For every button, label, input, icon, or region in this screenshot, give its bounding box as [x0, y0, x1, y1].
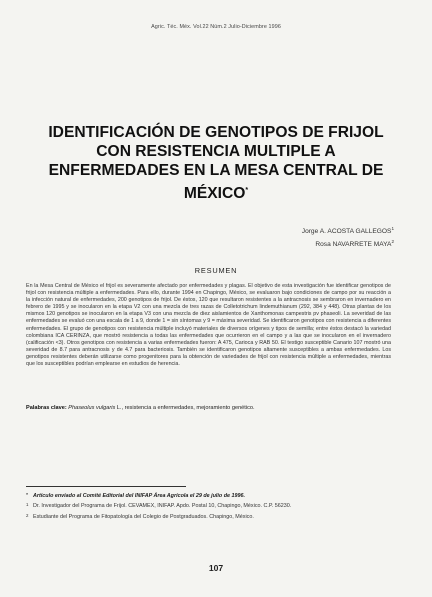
- article-title: [45, 123, 387, 203]
- keywords-label: Palabras clave: [26, 405, 65, 411]
- footnote-mark: *: [26, 492, 28, 497]
- author-1: [174, 224, 394, 237]
- keywords: [26, 405, 391, 412]
- footnotes: [26, 492, 376, 523]
- author-2: [174, 237, 394, 250]
- keywords-rest: L., resistencia a enfermedades, mejoramiento genético.: [115, 405, 255, 411]
- footnote-text: Dr. Investigador del Programa de Frijol. CEVAMEX, INIFAP. Apdo. Postal 10, Chapingo, México. C.P. 56230.: [33, 503, 292, 510]
- footnote-author-2: [26, 513, 376, 521]
- footnote-text: Estudiante del Programa de Fitopatología del Colegio de Postgraduados. Chapingo, México.: [33, 513, 254, 520]
- footnote-divider: [26, 486, 186, 487]
- author-affiliation-mark: 1: [391, 226, 394, 231]
- author-name: Rosa NAVARRETE MAYA: [315, 241, 392, 249]
- footnote-mark: 2: [26, 512, 29, 518]
- keywords-colon: :: [64, 405, 69, 411]
- title-footnote-mark: *: [245, 186, 249, 194]
- author-name: Jorge A. ACOSTA GALLEGOS: [301, 228, 392, 236]
- footnote-author-1: [26, 502, 376, 510]
- abstract-heading: RESUMEN: [194, 266, 238, 275]
- keywords-species: Phaseolus vulgaris: [68, 405, 116, 411]
- page-number: 107: [208, 563, 224, 573]
- author-list: [174, 224, 394, 250]
- abstract-body: En la Mesa Central de México el frijol es severamente afectado por enfermedades y plagas. El objetivo de esta investigación fue identificar genotipos de frijol con resistencia múltiple a enfermedades. Para ello, durante 1994 en Chapingo, México, se evaluaron bajo condiciones de campo por su reacción a la infección natural de enfermedades, 200 genotipos de frijol. De éstos, 120 que resultaron resistentes a la antracnosis se sembraron en invernadero en febrero de 1995 y se inocularon en la etapa V2 con una mezcla de tres razas de Colletotrichum lindemuthianum (292, 384 y 448). Otras plantas de los mismos 120 genotipos se inocularon en la etapa V3 con una mezcla de diez aislamientos de Xanthomonas campestris pv phaseoli. La severidad de las enfermedades se evaluó con una escala de 1 a 9, donde 1 = sin síntomas y 9 = máxima severidad. Se identificaron genotipos con resistencia a diferentes enfermedades. El grupo de genotipos con resistencia múltiple incluyó materiales de diversos orígenes y tipos de semilla; entre éstos destacó la variedad colombiana ICA CERINZA, que mostró resistencia a todas las enfermedades que ocurrieron en el campo y a las que se inocularon en el invernadero (calificación <3). Otros genotipos con resistencia a varias enfermedades fueron: A 475, Carioca y RAB 50. El testigo susceptible Canario 107 mostró una severidad de 8.7 para antracnosis y de 4.7 para bacteriosis. También se identificaron genotipos altamente susceptibles a ambas enfermedades. Los genotipos resistentes deberán utilizarse como progenitores para la obtención de variedades de frijol con resistencia múltiple a enfermedades, mientras que los susceptibles podrían emplearse en estudios de herencia.: [26, 283, 391, 368]
- footnote-text: Artículo enviado al Comité Editorial del INIFAP Área Agrícola el 29 de julio de 1996.: [33, 493, 245, 499]
- title-text: IDENTIFICACIÓN DE GENOTIPOS DE FRIJOL CON RESISTENCIA MULTIPLE A ENFERMEDADES EN LA MESA CENTRAL DE MÉXICO: [48, 124, 384, 202]
- author-affiliation-mark: 2: [391, 239, 394, 245]
- footnote-submission: [26, 492, 376, 500]
- footnote-mark: 1: [26, 502, 29, 508]
- journal-header: Agric. Téc. Méx. Vol.22 Núm.2 Julio-Diciembre 1996: [151, 24, 281, 30]
